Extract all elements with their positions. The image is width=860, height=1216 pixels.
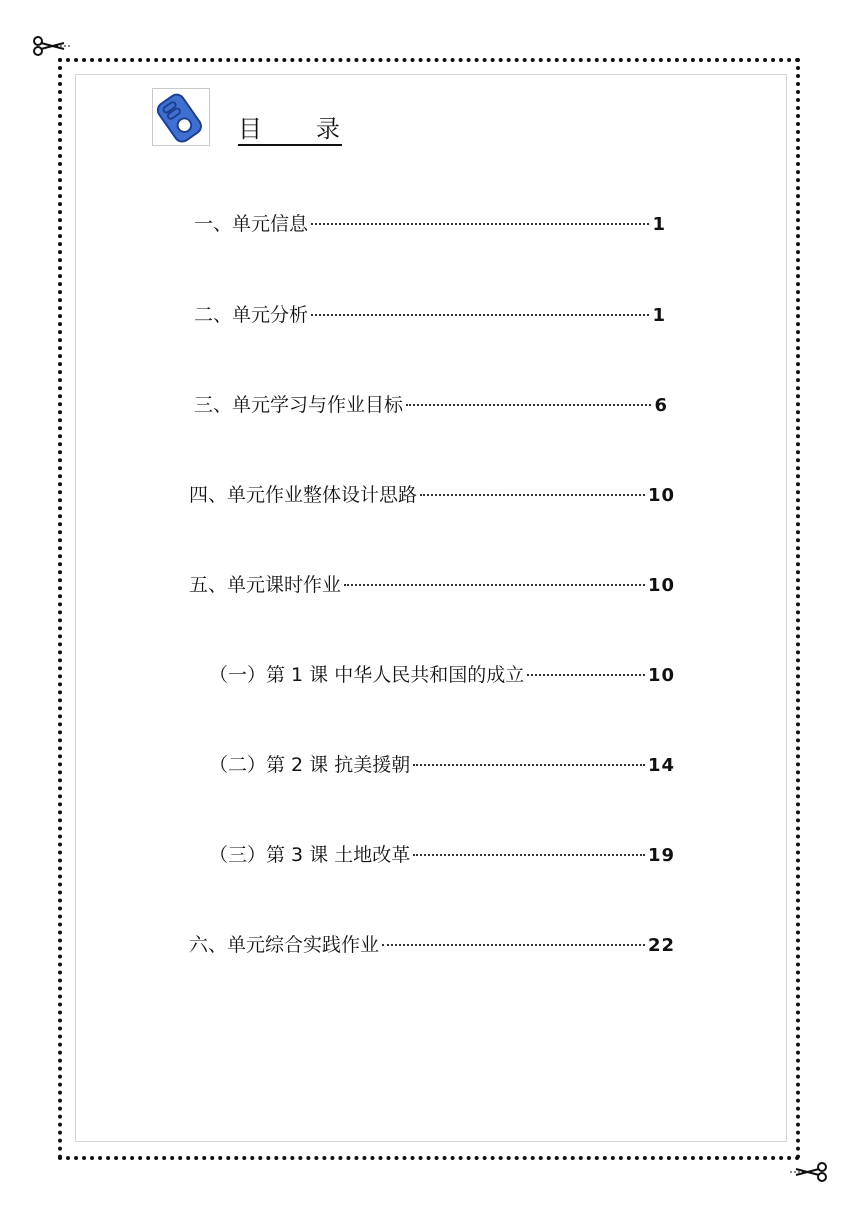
page-title: 目 录 [238, 114, 342, 146]
toc-entry[interactable] [209, 662, 675, 689]
toc-page-number: 14 [647, 755, 675, 776]
toc-entry-label: （二）第 2 课 抗美援朝 [209, 754, 411, 776]
toc-entry-label: 五、单元课时作业 [189, 574, 342, 596]
scissors-icon [790, 1160, 830, 1184]
toc-entry[interactable] [209, 752, 675, 779]
toc-page-number: 1 [652, 214, 666, 235]
toc-leader-dots [382, 944, 645, 946]
toc-leader-dots [420, 494, 645, 496]
toc-entry-label: 六、单元综合实践作业 [189, 934, 380, 956]
toc-leader-dots [413, 854, 645, 856]
toc-entry-label: 三、单元学习与作业目标 [194, 394, 404, 416]
toc-leader-dots [406, 404, 651, 406]
toc-page-number: 6 [654, 395, 668, 416]
toc-entry-label: 二、单元分析 [194, 304, 309, 326]
paperclip-tag-icon [152, 88, 210, 146]
scissors-icon [30, 34, 70, 58]
toc-entry-label: （三）第 3 课 土地改革 [209, 844, 411, 866]
toc-entry[interactable] [194, 211, 666, 238]
toc-leader-dots [311, 314, 649, 316]
toc-entry[interactable] [194, 302, 666, 329]
toc-leader-dots [311, 223, 649, 225]
toc-page-number: 22 [647, 935, 675, 956]
toc-page-number: 10 [647, 485, 675, 506]
toc-entry-label: 一、单元信息 [194, 213, 309, 235]
toc-entry-label: （一）第 1 课 中华人民共和国的成立 [209, 664, 525, 686]
toc-page-number: 1 [652, 305, 666, 326]
toc-entry[interactable] [194, 392, 668, 419]
toc-entry-label: 四、单元作业整体设计思路 [189, 484, 418, 506]
toc-leader-dots [527, 674, 645, 676]
toc-entry[interactable] [209, 842, 675, 869]
toc-page-number: 10 [647, 575, 675, 596]
toc-page-number: 19 [647, 845, 675, 866]
toc-page-number: 10 [647, 665, 675, 686]
toc-leader-dots [344, 584, 645, 586]
toc-entry[interactable] [189, 932, 675, 959]
toc-leader-dots [413, 764, 645, 766]
toc-entry[interactable] [189, 572, 675, 599]
toc-entry[interactable] [189, 482, 675, 509]
